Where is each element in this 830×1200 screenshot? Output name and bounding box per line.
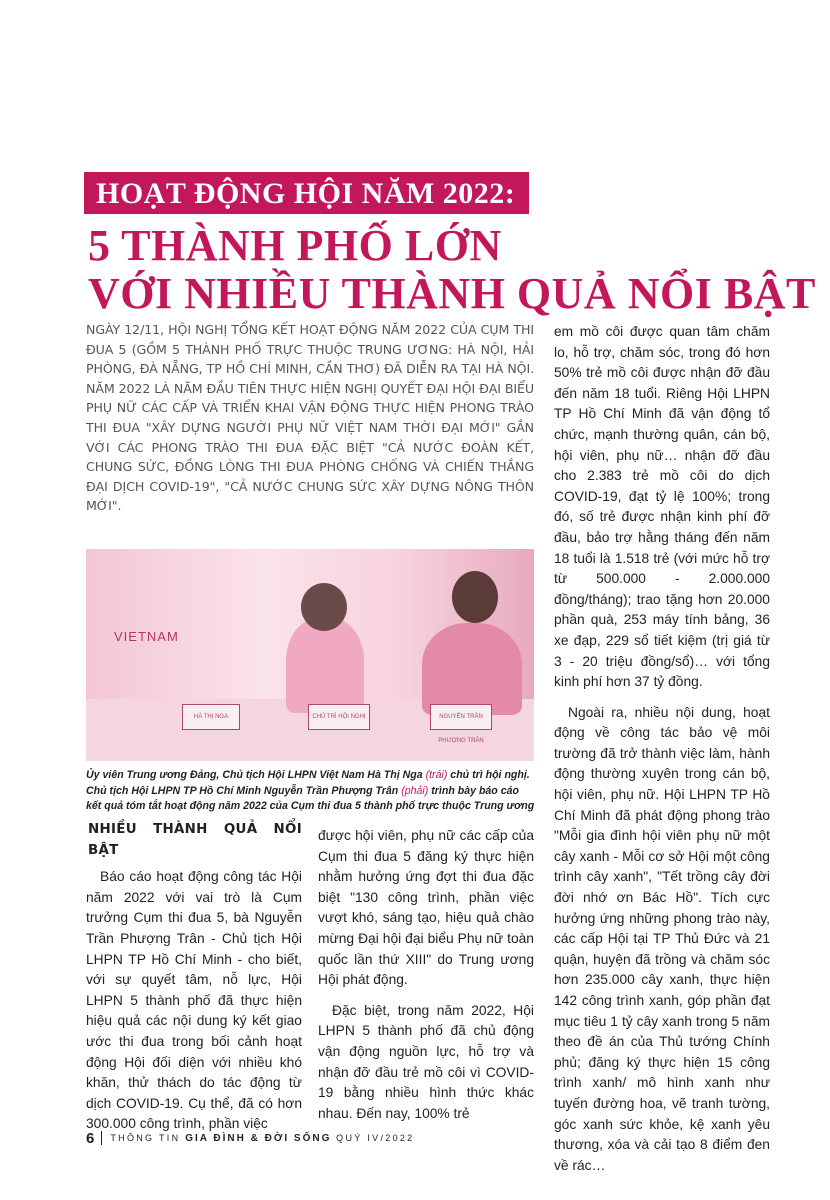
- photo-person-right-head: [452, 571, 498, 623]
- body-paragraph: Báo cáo hoạt động công tác Hội năm 2022 với vai trò là Cụm trưởng Cụm thi đua 5, bà Nguyễn Trần Phượng Trân - Chủ tịch Hội LHPN TP Hồ Chí Minh - cho biết, với sự quyết tâm, nỗ lực, Hội LHPN 5 thành phố đã thực hiện hiệu quả các nội dung ký kết giao ước thi đua trong bối cảnh hoạt động Hội đối diện với nhiều khó khăn, thử thách do tác động từ dịch COVID-19. Cụ thể, đã có hơn 300.000 công trình, phần việc: [86, 869, 302, 1132]
- article-lead: NGÀY 12/11, HỘI NGHỊ TỔNG KẾT HOẠT ĐỘNG NĂM 2022 CỦA CỤM THI ĐUA 5 (GỒM 5 THÀNH PHỐ TRỰC THUỘC TRUNG ƯƠNG: HÀ NỘI, HẢI PHÒNG, ĐÀ NẴNG, TP HỒ CHÍ MINH, CẦN THƠ) ĐÃ DIỄN RA TẠI HÀ NỘI. NĂM 2022 LÀ NĂM ĐẦU TIÊN THỰC HIỆN NGHỊ QUYẾT ĐẠI HỘI ĐẠI BIỂU PHỤ NỮ CÁC CẤP VÀ TRIỂN KHAI VẬN ĐỘNG THỰC HIỆN PHONG TRÀO THI ĐUA "XÂY DỰNG NGƯỜI PHỤ NỮ VIỆT NAM THỜI ĐẠI MỚI" GẮN VỚI CÁC PHONG TRÀO THI ĐUA ĐẶC BIỆT "CẢ NƯỚC ĐOÀN KẾT, CHUNG SỨC, ĐỒNG LÒNG THI ĐUA PHÒNG CHỐNG VÀ CHIẾN THẮNG ĐẠI DỊCH COVID-19", "CẢ NƯỚC CHUNG SỨC XÂY DỰNG NÔNG THÔN MỚI".: [86, 322, 534, 514]
- caption-text-2: chủ trì hội nghị. Chủ tịch Hội LHPN TP Hồ Chí Minh Nguyễn Trần Phượng Trân: [86, 769, 530, 797]
- photo-nameplate-right: NGUYỄN TRẦN PHƯỢNG TRÂN: [430, 704, 492, 730]
- photo-nameplate-center: CHỦ TRÌ HỘI NGHỊ: [308, 704, 370, 730]
- caption-text-3: trình bày báo cáo kết quả tóm tắt hoạt động năm 2022 của Cụm thi đua 5 thành phố trực thuộc Trung ương: [86, 784, 535, 812]
- body-paragraph: được hội viên, phụ nữ các cấp của Cụm thi đua 5 đăng ký thực hiện nhằm hưởng ứng đợt thi đua đặc biệt "130 công trình, phần việc vượt khó, sáng tạo, hiệu quả chào mừng Đại hội đại biểu Phụ nữ toàn quốc lần thứ XIII" do Trung ương Hội phát động.: [318, 828, 534, 988]
- magazine-issue: QUÝ IV/2022: [331, 1132, 415, 1143]
- section-heading: NHIỀU THÀNH QUẢ NỔI BẬT: [88, 822, 302, 858]
- page-number: 6: [86, 1129, 95, 1147]
- magazine-brand: GIA ĐÌNH & ĐỜI SỐNG: [185, 1132, 332, 1144]
- photo-backdrop-text: VIETNAM: [114, 629, 179, 644]
- photo-nameplate-left: HÀ THỊ NGA: [182, 704, 240, 730]
- caption-note-left: (trái): [425, 769, 448, 781]
- conference-photo: [86, 549, 534, 761]
- body-column-1: [86, 820, 302, 1135]
- body-paragraph: em mồ côi được quan tâm chăm lo, hỗ trợ, chăm sóc, trong đó hơn 50% trẻ mồ côi được nhận đỡ đầu đến năm 18 tuổi. Riêng Hội LHPN TP Hồ Chí Minh đã vận động tổ chức, mạnh thường quân, cán bộ, hội viên, phụ nữ… nhận đỡ đầu cho 2.383 trẻ mồ côi do dịch COVID-19, đạt tỷ lệ 100%; trong đó, số trẻ được nhận kinh phí đỡ đầu, bảo trợ hằng tháng đến năm 18 tuổi là 1.518 trẻ (với mức hỗ trợ từ 500.000 - 2.000.000 đồng/tháng); trao tặng hơn 20.000 phần quà, 253 máy tính bảng, 36 xe đạp, 229 sổ tiết kiệm (trị giá từ 3 - 20 triệu đồng/sổ)… với tổng kinh phí hơn 37 tỷ đồng.: [554, 324, 770, 690]
- magazine-name: [110, 1133, 414, 1144]
- headline-line-1: 5 THÀNH PHỐ LỚN: [88, 221, 502, 270]
- article-headline: [88, 221, 816, 318]
- caption-text-1: Ủy viên Trung ương Đảng, Chủ tịch Hội LHPN Việt Nam Hà Thị Nga: [86, 769, 426, 781]
- article-kicker: HOẠT ĐỘNG HỘI NĂM 2022:: [84, 172, 529, 214]
- photo-person-left-head: [301, 583, 347, 631]
- photo-person-right: [422, 623, 522, 715]
- photo-caption: [86, 768, 536, 815]
- body-paragraph: Ngoài ra, nhiều nội dung, hoạt động về công tác bảo vệ môi trường đã trở thành việc làm, hành động thường xuyên trong cán bộ, hội viên, phụ nữ. Hội LHPN TP Hồ Chí Minh đã phát động phong trào "Mỗi gia đình hội viên phụ nữ một cây xanh - Mỗi cơ sở Hội một công trình cây xanh", "Tết trồng cây đời đời nhớ ơn Bác Hồ". Tích cực hưởng ứng những phong trào này, các cấp Hội tại TP Thủ Đức và 21 quận, huyện đã trồng và chăm sóc hơn 235.000 cây xanh, thực hiện 142 công trình xanh, góp phần đạt mục tiêu 1 tỷ cây xanh trong 5 năm theo đề án của Thủ tướng Chính phủ; đăng ký thực hiện 15 công trình xanh/ mô hình xanh như tuyến đường hoa, vẽ tranh tường, góc xanh sức khỏe, kệ xanh yêu thương, xóa và cải tạo 8 điểm đen về rác…: [554, 704, 770, 1173]
- page-footer: [86, 1128, 415, 1148]
- caption-note-right: (phải): [401, 784, 429, 797]
- body-paragraph: Đặc biệt, trong năm 2022, Hội LHPN 5 thành phố đã chủ động vận động nguồn lực, hỗ trợ và nhận đỡ đầu trẻ mồ côi vì COVID-19 bằng nhiều hình thức khác nhau. Đến nay, 100% trẻ: [318, 1002, 534, 1121]
- photo-person-left: [286, 617, 364, 713]
- headline-line-2: VỚI NHIỀU THÀNH QUẢ NỔI BẬT: [88, 269, 816, 318]
- body-column-3: [554, 322, 770, 1176]
- body-column-2: [318, 826, 534, 1124]
- magazine-prefix: THÔNG TIN: [110, 1132, 186, 1143]
- footer-divider: [101, 1131, 102, 1145]
